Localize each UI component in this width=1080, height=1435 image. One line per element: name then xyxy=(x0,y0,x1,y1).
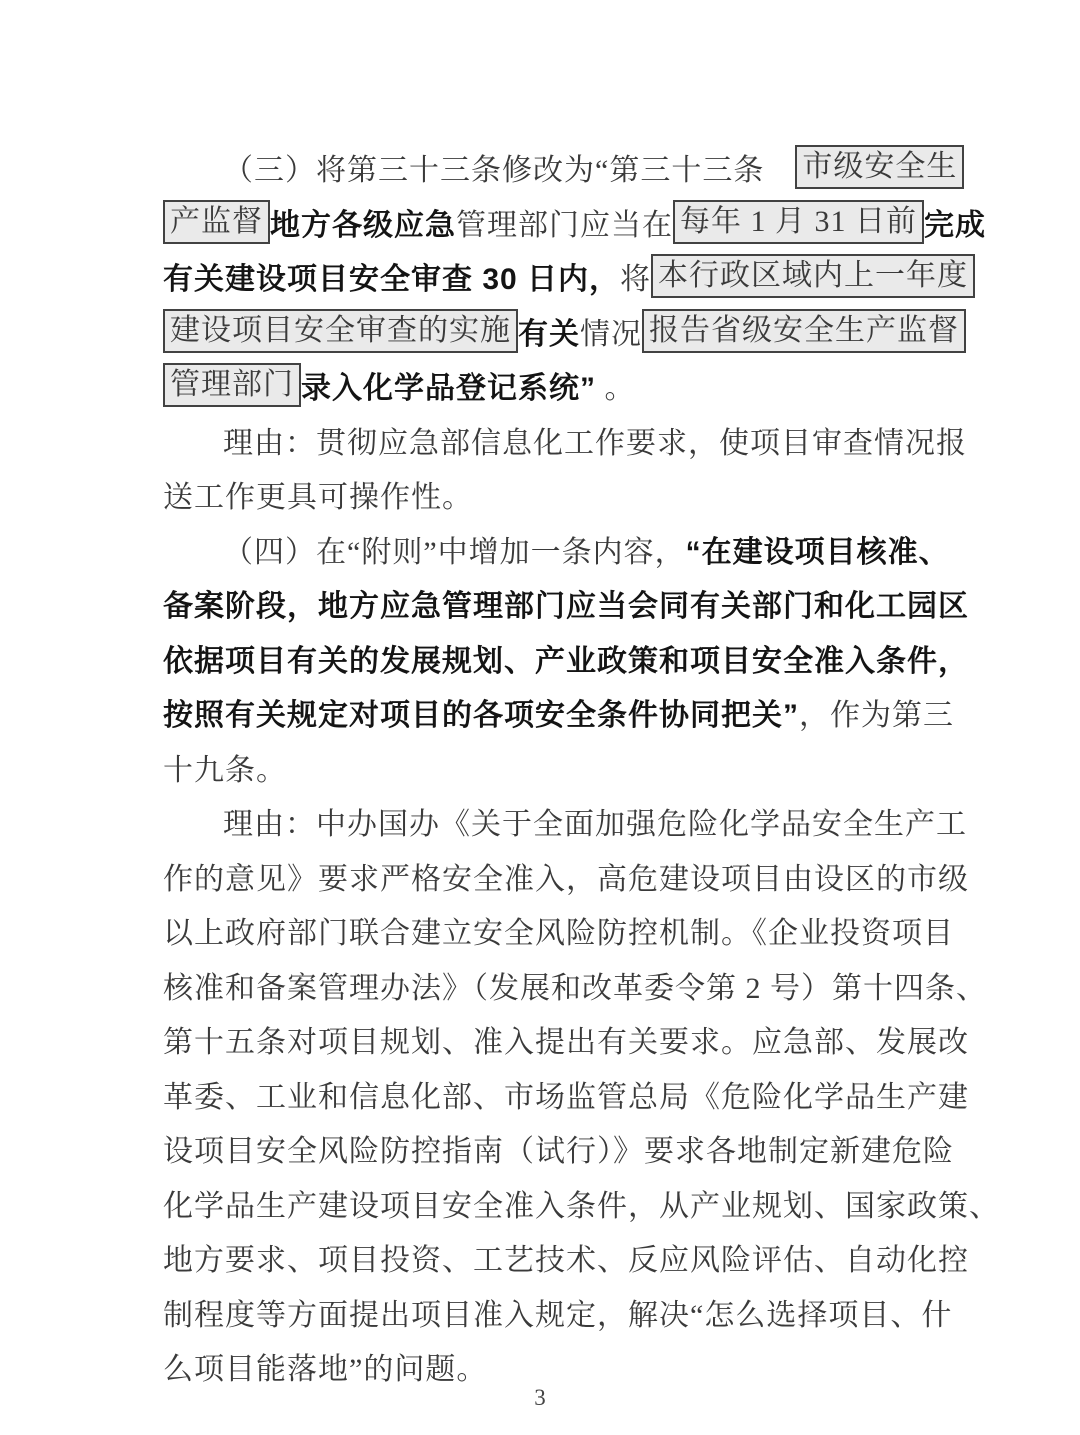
boxed-revision-text: 产监督 xyxy=(163,200,270,244)
boxed-revision-text: 每年 1 月 31 日前 xyxy=(673,200,924,244)
boxed-revision-text: 建设项目安全审查的实施 xyxy=(163,309,518,353)
body-text: （三）将第三十三条修改为“第三十三条 xyxy=(223,154,796,188)
text-line xyxy=(163,903,954,958)
document-body xyxy=(163,140,1000,1394)
boxed-revision-text: 本行政区域内上一年度 xyxy=(651,254,975,298)
body-text: 核准和备案管理办法》（发展和改革委令第 2 号）第十四条、 xyxy=(163,971,987,1005)
body-text: （四）在“附则”中增加一条内容， xyxy=(223,535,686,569)
body-text: 管理部门应当在 xyxy=(456,208,673,242)
inserted-bold-text: 有关建设项目安全审查 30 日内， xyxy=(163,263,621,297)
text-line xyxy=(163,1012,969,1067)
text-line xyxy=(163,304,959,359)
boxed-revision-text: 管理部门 xyxy=(163,363,301,407)
body-text: 地方要求、项目投资、工艺技术、反应风险评估、自动化控 xyxy=(163,1244,969,1278)
text-line xyxy=(163,1067,969,1122)
body-text: 理由：贯彻应急部信息化工作要求，使项目审查情况报 xyxy=(223,426,967,460)
text-line xyxy=(163,631,969,686)
inserted-bold-text: 完成 xyxy=(924,208,986,242)
body-text: 制程度等方面提出项目准入规定，解决“怎么选择项目、什 xyxy=(163,1298,953,1332)
text-line xyxy=(163,1121,954,1176)
body-text: 情况 xyxy=(580,317,642,351)
text-line xyxy=(163,358,933,413)
boxed-revision-text: 市级安全生 xyxy=(795,145,964,189)
body-text: 第十五条对项目规划、准入提出有关要求。应急部、发展改 xyxy=(163,1026,969,1060)
text-line xyxy=(163,249,969,304)
inserted-bold-text: 按照有关规定对项目的各项安全条件协同把关” xyxy=(163,699,799,733)
text-line xyxy=(163,685,954,740)
text-line xyxy=(163,140,958,195)
text-line xyxy=(163,1285,953,1340)
body-text: 十九条。 xyxy=(163,753,287,787)
body-text: ，作为第三 xyxy=(799,699,954,733)
text-line xyxy=(163,413,967,468)
inserted-bold-text: “在建设项目核准、 xyxy=(685,535,950,569)
text-line xyxy=(163,849,969,904)
body-text: 设项目安全风险防控指南（试行）》要求各地制定新建危险 xyxy=(163,1135,954,1169)
inserted-bold-text: 依据项目有关的发展规划、产业政策和项目安全准入条件， xyxy=(163,644,969,678)
inserted-bold-text: 录入化学品登记系统” xyxy=(301,372,596,406)
text-line xyxy=(163,958,987,1013)
body-text: 革委、工业和信息化部、市场监管总局《危险化学品生产建 xyxy=(163,1080,969,1114)
boxed-revision-text: 报告省级安全生产监督 xyxy=(642,309,966,353)
text-line xyxy=(163,1230,969,1285)
body-text: 以上政府部门联合建立安全风险防控机制。《企业投资项目 xyxy=(163,917,954,951)
body-text: 作的意见》要求严格安全准入，高危建设项目由设区的市级 xyxy=(163,862,969,896)
page-number: 3 xyxy=(534,1385,546,1410)
text-line xyxy=(163,794,967,849)
text-line xyxy=(163,522,950,577)
body-text: 。 xyxy=(596,372,636,406)
body-text: 理由：中办国办《关于全面加强危险化学品安全生产工 xyxy=(223,808,967,842)
body-text: 送工作更具可操作性。 xyxy=(163,481,473,515)
inserted-bold-text: 有关 xyxy=(518,317,580,351)
text-line xyxy=(163,1176,1000,1231)
inserted-bold-text: 地方各级应急 xyxy=(270,208,456,242)
text-line xyxy=(163,467,933,522)
text-line xyxy=(163,576,969,631)
text-line xyxy=(163,195,986,250)
text-line xyxy=(163,740,933,795)
body-text: 化学品生产建设项目安全准入条件，从产业规划、国家政策、 xyxy=(163,1189,1000,1223)
inserted-bold-text: 备案阶段，地方应急管理部门应当会同有关部门和化工园区 xyxy=(163,590,969,624)
body-text: 将 xyxy=(620,263,652,297)
body-text: 么项目能落地”的问题。 xyxy=(163,1353,488,1387)
